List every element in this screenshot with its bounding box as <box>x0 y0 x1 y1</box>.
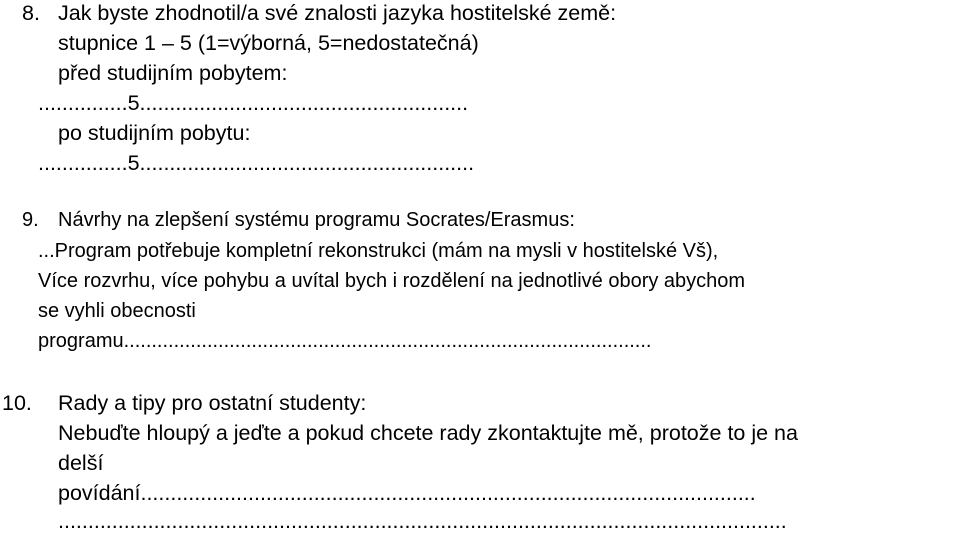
q9-answer-line: ...Program potřebuje kompletní rekonstrukci (mám na mysli v hostitelské Vš), <box>38 240 719 262</box>
q8-after-answer: ...............5........................................................ <box>38 151 475 175</box>
q8-after-label: po studijním pobytu: <box>58 121 251 145</box>
q8-scale: stupnice 1 – 5 (1=výborná, 5=nedostatečná) <box>58 31 479 55</box>
q10-answer-line: Nebuďte hloupý a jeďte a pokud chcete rady zkontaktujte mě, protože to je na <box>58 421 798 445</box>
q10-answer-line: .......................................................................................................................... <box>58 509 787 533</box>
q10-title: Rady a tipy pro ostatní studenty: <box>58 391 367 415</box>
q9-answer-line: se vyhli obecnosti <box>38 300 196 322</box>
q8-number: 8. <box>22 1 40 25</box>
q10-number: 10. <box>2 391 32 415</box>
q9-answer-line: Více rozvrhu, více pohybu a uvítal bych i rozdělení na jednotlivé obory abychom <box>38 270 746 292</box>
q9-number: 9. <box>22 209 39 231</box>
q10-answer-line: povídání....................................................................................................... <box>58 481 756 505</box>
q10-answer-line: delší <box>58 451 104 475</box>
q9-title: Návrhy na zlepšení systému programu Socrates/Erasmus: <box>58 209 575 231</box>
q8-before-label: před studijním pobytem: <box>58 61 288 85</box>
q8-before-answer: ...............5....................................................... <box>38 91 469 115</box>
q9-answer-line: programu............................................................................................... <box>38 330 652 352</box>
q8-title: Jak byste zhodnotil/a své znalosti jazyka hostitelské země: <box>58 1 617 25</box>
